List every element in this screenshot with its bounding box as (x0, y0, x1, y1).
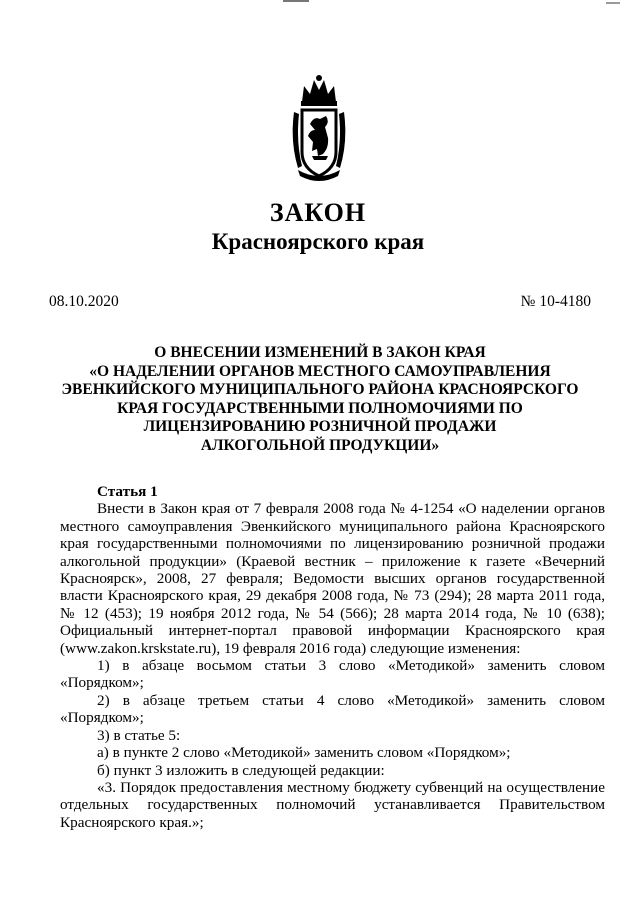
body-paragraph: 1) в абзаце восьмом статьи 3 слово «Методикой» заменить словом «Порядком»; (60, 657, 605, 692)
body-paragraph: 2) в абзаце третьем статьи 4 слово «Методикой» заменить словом «Порядком»; (60, 691, 605, 727)
heading-line: О ВНЕСЕНИИ ИЗМЕНЕНИЙ В ЗАКОН КРАЯ (154, 344, 486, 361)
document-body (60, 483, 605, 831)
document-subtitle: Красноярского края (211, 229, 425, 254)
heading-line: ЭВЕНКИЙСКОГО МУНИЦИПАЛЬНОГО РАЙОНА КРАСНОЯРСКОГО (61, 381, 579, 399)
document-date: 08.10.2020 (49, 293, 119, 310)
body-paragraph: б) пункт 3 изложить в следующей редакции: (97, 761, 385, 779)
heading-line: АЛКОГОЛЬНОЙ ПРОДУКЦИИ» (200, 436, 440, 454)
body-paragraph: а) в пункте 2 слово «Методикой» заменить словом «Порядком»; (97, 744, 511, 762)
article-title: Статья 1 (97, 483, 158, 500)
body-paragraph: Внести в Закон края от 7 февраля 2008 года № 4-1254 «О наделении органов местного самоуправления Эвенкийского муниципального района Красноярского края государственными полномочиями по лицензированию розничной продажи алкогольной продукции» (Краевой вестник – приложение к газете «Вечерний Красноярск», 2008, 27 февраля; Ведомости высших органов государственной власти Красноярского края, 29 декабря 2008 года, № 73 (294); 28 марта 2011 года, № 12 (453); 19 ноября 2012 года, № 54 (566); 28 марта 2014 года, № 10 (638); Официальный интернет-портал правовой информации Красноярского края (www.zakon.krskstate.ru), 19 февраля 2016 года) следующие изменения: (60, 500, 605, 657)
heading-line: «О НАДЕЛЕНИИ ОРГАНОВ МЕСТНОГО САМОУПРАВЛЕНИЯ (89, 362, 551, 380)
document-title: ЗАКОН (269, 198, 367, 227)
coat-of-arms-emblem (288, 72, 350, 184)
body-paragraph: 3) в статье 5: (97, 726, 181, 744)
body-paragraph: «3. Порядок предоставления местному бюджету субвенций на осуществление отдельных государственных полномочий устанавливается Правительством Красноярского края.»; (60, 778, 605, 831)
document-number: № 10-4180 (520, 293, 591, 310)
top-corner-mark (606, 2, 620, 4)
law-heading (60, 344, 580, 456)
heading-line: ЛИЦЕНЗИРОВАНИЮ РОЗНИЧНОЙ ПРОДАЖИ (143, 418, 497, 436)
top-edge-mark (283, 0, 309, 2)
heading-line: КРАЯ ГОСУДАРСТВЕННЫМИ ПОЛНОМОЧИЯМИ ПО (117, 399, 523, 417)
